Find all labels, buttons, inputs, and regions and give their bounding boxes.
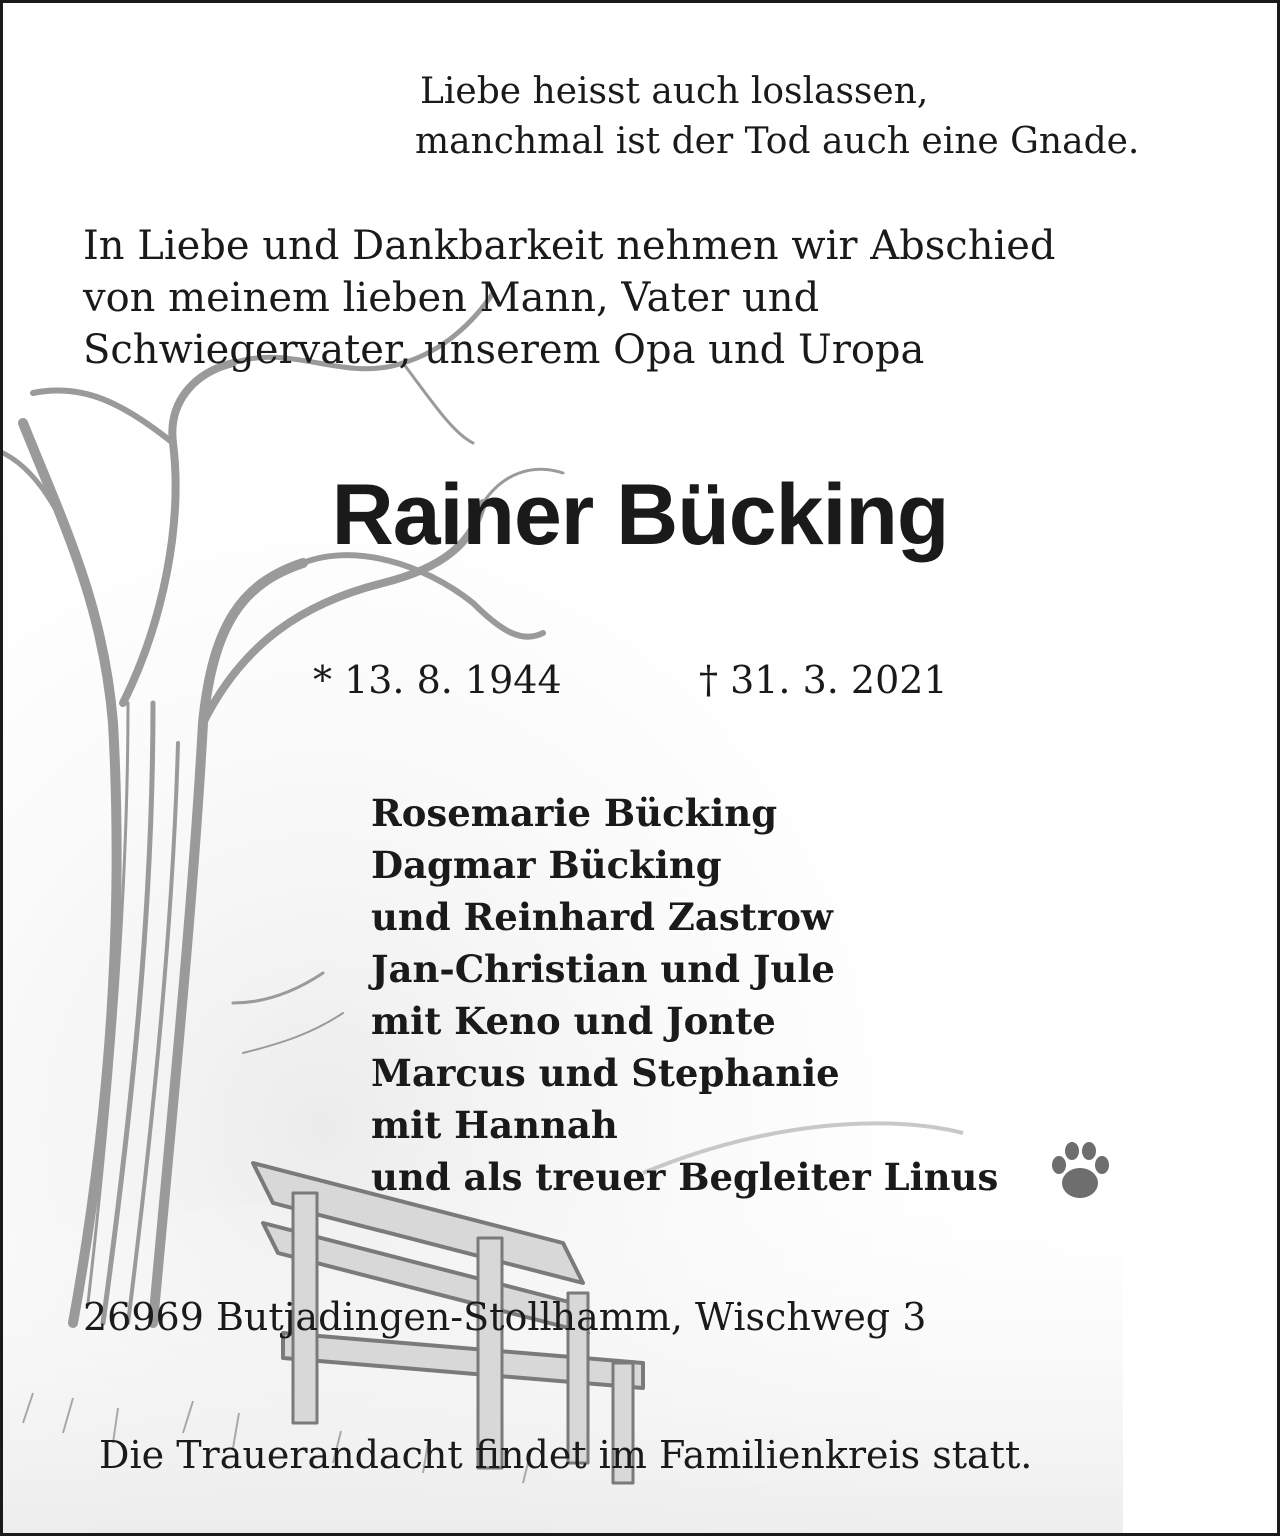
mourner-line: Dagmar Bücking [371,843,722,887]
intro-line-1: In Liebe und Dankbarkeit nehmen wir Abschied [83,223,1056,269]
mourner-line: mit Hannah [371,1103,618,1147]
deceased-name: Rainer Bücking [331,467,949,563]
address: 26969 Butjadingen-Stollhamm, Wischweg 3 [83,1295,927,1339]
intro-line-2: von meinem lieben Mann, Vater und [83,275,820,321]
mourner-line: Rosemarie Bücking [371,791,778,835]
motto-line-1: Liebe heisst auch loslassen, [420,71,929,112]
closing-note: Die Trauerandacht findet im Familienkreis statt. [99,1433,1033,1477]
mourner-line: Jan-Christian und Jule [371,947,835,991]
motto-line-2: manchmal ist der Tod auch eine Gnade. [415,121,1140,162]
birth-date: * 13. 8. 1944 [313,658,562,702]
mourner-line: und Reinhard Zastrow [371,895,833,939]
death-date: † 31. 3. 2021 [699,658,948,702]
paw-print-icon [1043,1133,1117,1207]
mourner-line: mit Keno und Jonte [371,999,776,1043]
intro-line-3: Schwiegervater, unserem Opa und Uropa [83,327,925,373]
mourner-line: Marcus und Stephanie [371,1051,840,1095]
mourner-line: und als treuer Begleiter Linus [371,1155,999,1199]
